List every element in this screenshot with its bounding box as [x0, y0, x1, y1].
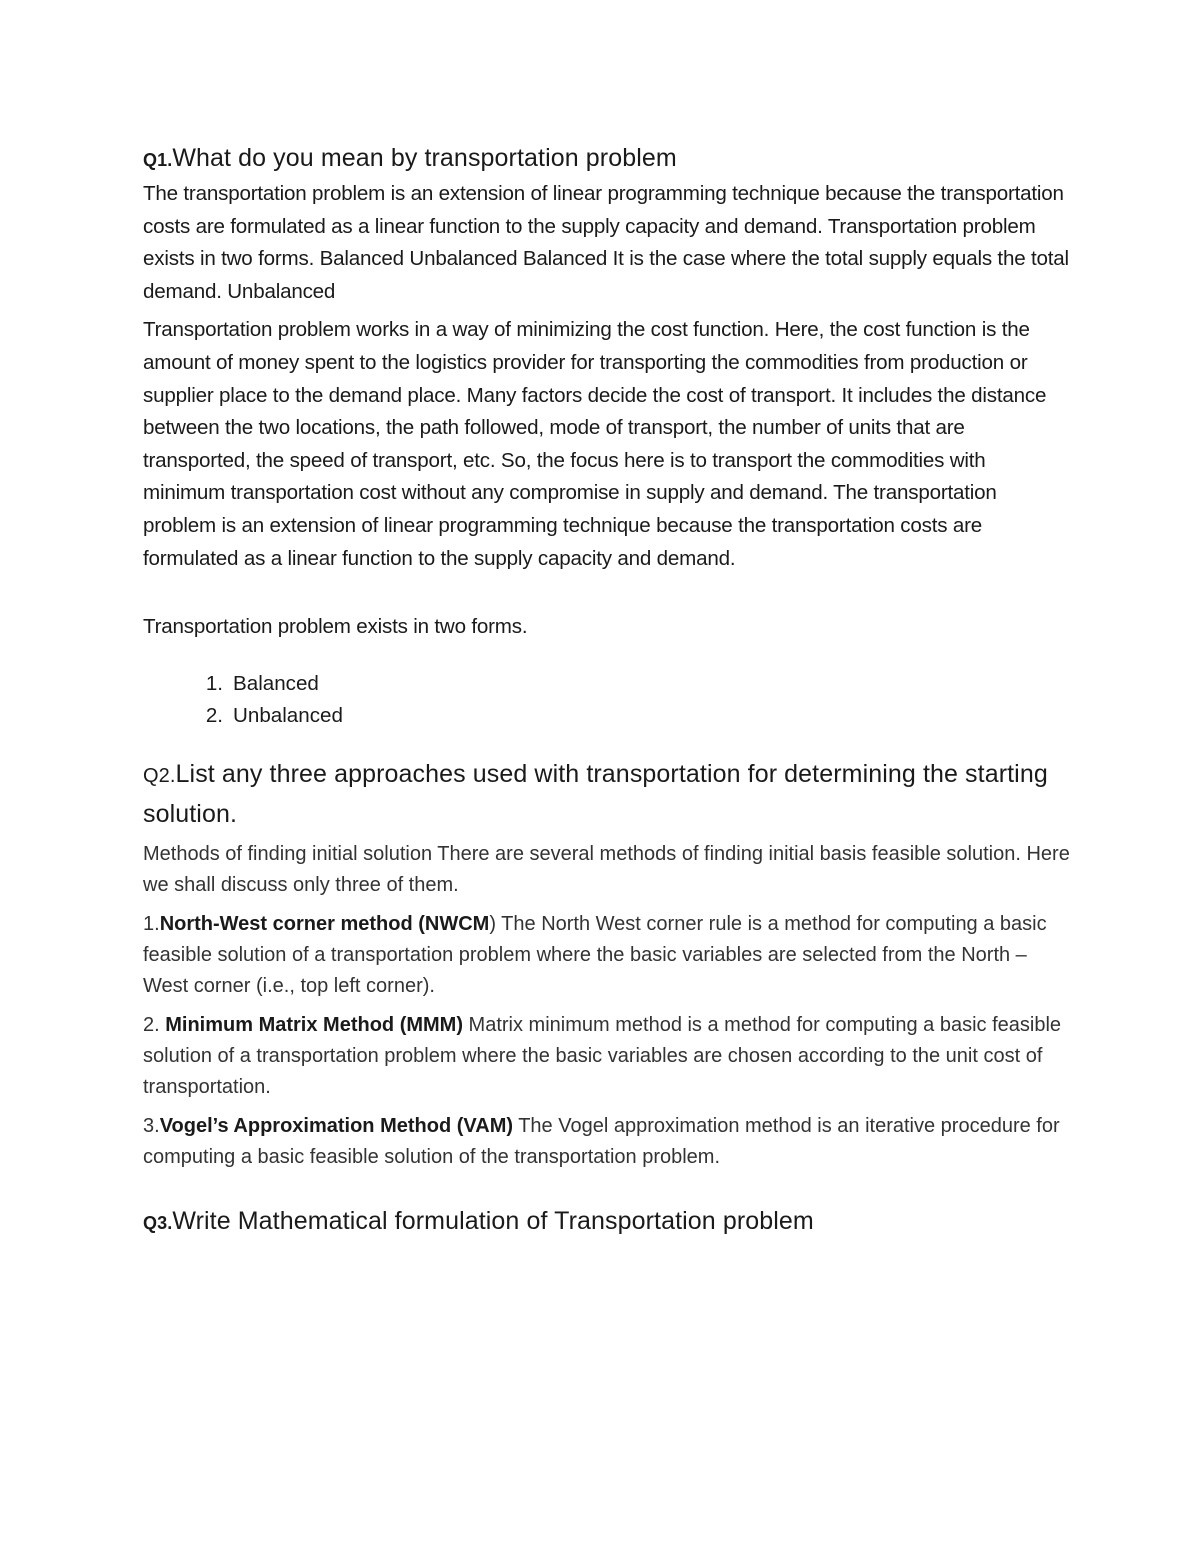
q1-prefix: Q1.	[143, 150, 173, 170]
method-name: Vogel’s Approximation Method (VAM)	[159, 1114, 514, 1137]
list-item-text: Unbalanced	[233, 704, 343, 728]
method-name: Minimum Matrix Method (MMM)	[165, 1013, 463, 1036]
method-mmm	[143, 1010, 1073, 1103]
method-nwcm	[143, 909, 1073, 1002]
document-page	[143, 140, 1073, 1241]
list-item-number: 1.	[205, 671, 223, 695]
q3-title: Write Mathematical formulation of Transportation problem	[172, 1206, 814, 1235]
method-description: The North West corner rule is a method for computing a basic feasible solution of a transportation problem where the basic variables are selected from the North – West corner (i.e., top left corner).	[143, 912, 1047, 997]
q1-paragraph-1: The transportation problem is an extension of linear programming technique because the transportation costs are formulated as a linear function to the supply capacity and demand. Transportation problem exists in two forms. Balanced Unbalanced Balanced It is the case where the total supply equals the total demand. Unbalanced	[143, 182, 1069, 303]
q2-prefix: Q2.	[143, 764, 176, 787]
q2-intro: Methods of finding initial solution There are several methods of finding initial basis feasible solution. Here we shall discuss only three of them.	[143, 842, 1070, 896]
method-paren: )	[489, 912, 496, 935]
q1-paragraph-3: Transportation problem exists in two forms.	[143, 615, 528, 639]
method-description: Matrix minimum method is a method for computing a basic feasible solution of a transportation problem where the basic variables are chosen according to the unit cost of transportation.	[143, 1013, 1062, 1098]
list-item-number: 2.	[205, 704, 223, 728]
method-number: 3.	[143, 1114, 160, 1137]
q3-prefix: Q3.	[143, 1212, 173, 1233]
list-item	[143, 700, 1073, 733]
method-number: 1.	[143, 912, 160, 935]
method-vam	[143, 1111, 1073, 1173]
q3-heading	[143, 1203, 1073, 1241]
q2-heading	[143, 755, 1073, 833]
q2-title: List any three approaches used with transportation for determining the starting solution.	[143, 759, 1048, 828]
method-description: The Vogel approximation method is an iterative procedure for computing a basic feasible solution of the transportation problem.	[143, 1114, 1060, 1168]
method-name: North-West corner method (NWCM	[159, 912, 490, 935]
forms-list	[143, 668, 1073, 733]
list-item-text: Balanced	[233, 671, 319, 695]
q1-paragraph-2: Transportation problem works in a way of minimizing the cost function. Here, the cost function is the amount of money spent to the logistics provider for transporting the commodities from production or supplier place to the demand place. Many factors decide the cost of transport. It includes the distance between the two locations, the path followed, mode of transport, the number of units that are transported, the speed of transport, etc. So, the focus here is to transport the commodities with minimum transportation cost without any compromise in supply and demand. The transportation problem is an extension of linear programming technique because the transportation costs are formulated as a linear function to the supply capacity and demand.	[143, 318, 1047, 570]
q1-title: What do you mean by transportation problem	[172, 144, 677, 172]
q1-heading	[143, 140, 1073, 178]
method-number: 2.	[143, 1013, 166, 1036]
list-item	[143, 668, 1073, 701]
